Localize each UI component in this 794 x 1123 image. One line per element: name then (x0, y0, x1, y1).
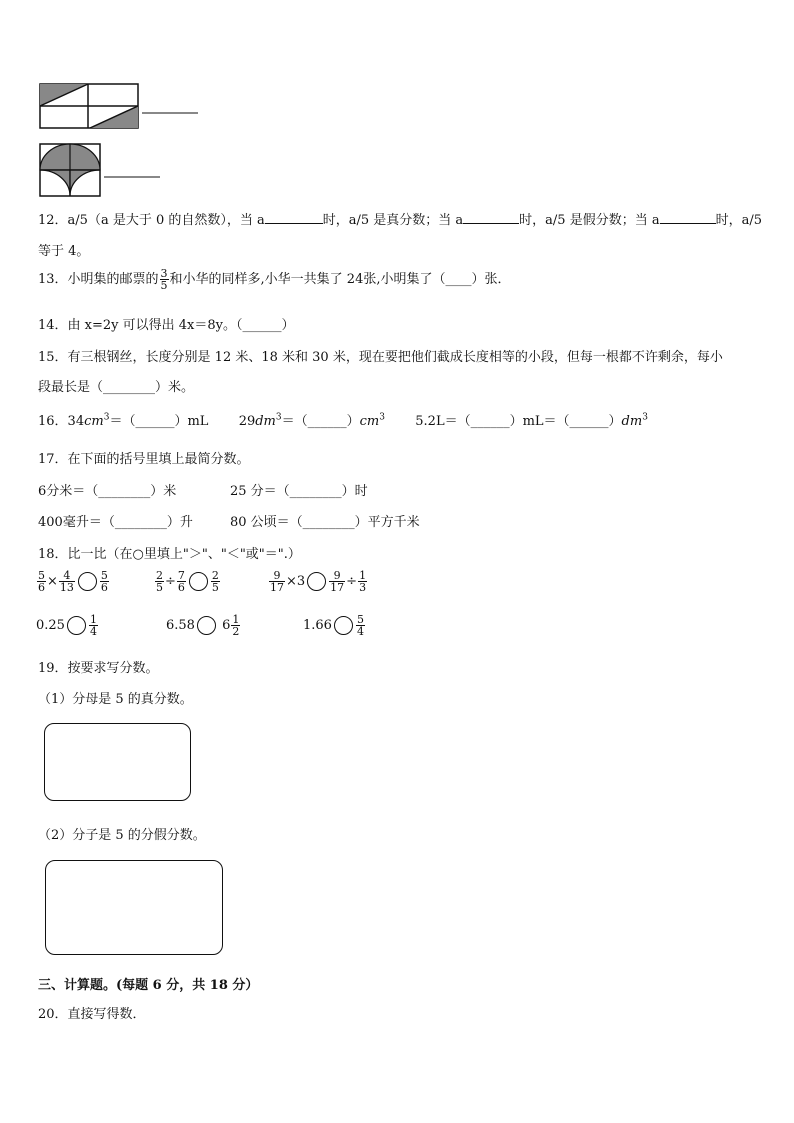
q12-line1 (38, 209, 762, 228)
q17-row1-b: 25 分＝（________）时 (230, 484, 368, 499)
q19-part2: （2）分子是 5 的分假分数。 (38, 828, 206, 843)
q18-compare-circle-6[interactable] (334, 616, 353, 635)
q18-item-d: 0.25 $\frac{1}{4}$ (36, 613, 97, 638)
q15-line1: 15．有三根钢丝，长度分别是 12 米、18 米和 30 米，现在要把他们截成长度相等的小段，但每一根都不许剩余，每小 (38, 350, 723, 365)
figure-rectangle-shaded (38, 82, 200, 130)
q16-part-a: 16．34 (38, 414, 85, 429)
q16-line (38, 410, 648, 429)
q16-unit-dm: dm (255, 414, 276, 429)
q19-answer-box-1[interactable] (44, 723, 191, 801)
q18-item-c: $\frac{9}{17}$ ×3 $\frac{9}{17}$ ÷ $\frac{1}{3}$ (270, 569, 367, 594)
q16-part-b: ＝（______）mL (109, 414, 209, 429)
q19-title: 19．按要求写分数。 (38, 661, 159, 676)
q19-answer-box-2[interactable] (45, 860, 223, 955)
q16-part-d: ＝（______） (281, 414, 360, 429)
q18-item-e: 6.58 6 $\frac{1}{2}$ (166, 613, 240, 638)
q17-row2-a: 400毫升＝（________）升 (38, 515, 193, 530)
q12-text-b: 时，a/5 是真分数；当 a (322, 213, 464, 228)
q17-row1-a: 6分米＝（________）米 (38, 484, 177, 499)
q16-part-c: 29 (238, 414, 256, 429)
q13-fraction: $\frac{3}{5}$ (160, 267, 168, 292)
q17-row2-b: 80 公顷＝（________）平方千米 (230, 515, 420, 530)
q18-title: 18．比一比（在○里填上"＞"、"＜"或"＝".） (38, 547, 301, 562)
q12-blank-3[interactable] (660, 211, 716, 224)
q16-exp-3: 3 (379, 412, 385, 423)
q13-line (38, 268, 511, 291)
q12-text-d: 时，a/5 (715, 213, 762, 228)
q16-unit-dm-2: dm (621, 414, 643, 429)
q13-before: 13．小明集的邮票的 (38, 272, 159, 287)
q18-compare-circle-4[interactable] (67, 616, 86, 635)
q12-blank-2[interactable] (463, 211, 519, 224)
q18-item-f: 1.66 $\frac{5}{4}$ (303, 613, 364, 638)
q12-text-c: 时，a/5 是假分数；当 a (519, 213, 660, 228)
q16-part-e: 5.2L＝（______）mL＝（______） (415, 414, 622, 429)
q18-compare-circle-3[interactable] (307, 572, 326, 591)
q12-blank-1[interactable] (265, 211, 323, 224)
q18-compare-circle-5[interactable] (197, 616, 216, 635)
q16-unit-cm-2: cm (359, 414, 380, 429)
q16-unit-cm: cm (84, 414, 104, 429)
q16-exp-4: 3 (642, 412, 648, 423)
q18-compare-circle-1[interactable] (78, 572, 97, 591)
q14-line: 14．由 x=2y 可以得出 4x＝8y。（______） (38, 318, 295, 333)
q17-title: 17．在下面的括号里填上最简分数。 (38, 452, 250, 467)
q13-after: 和小华的同样多,小华一共集了 24张,小明集了（____）张． (169, 272, 511, 287)
q16-exp-2: 3 (275, 412, 282, 423)
q19-part1: （1）分母是 5 的真分数。 (38, 692, 193, 707)
q18-item-a: $\frac{5}{6}$ × $\frac{4}{13}$ $\frac{5}{6}$ (38, 569, 108, 594)
q12-text-a: 12．a/5（a 是大于 0 的自然数），当 a (38, 213, 265, 228)
section3-title: 三、计算题。(每题 6 分，共 18 分） (38, 978, 259, 993)
q12-line2: 等于 4。 (38, 244, 90, 259)
figure-square-arcs (38, 142, 162, 198)
q18-item-b: $\frac{2}{5}$ ÷ $\frac{7}{6}$ $\frac{2}{5}$ (156, 569, 219, 594)
q18-compare-circle-2[interactable] (189, 572, 208, 591)
q16-exp-1: 3 (103, 412, 110, 423)
q15-line2: 段最长是（________）米。 (38, 380, 195, 395)
q20-line: 20．直接写得数． (38, 1007, 146, 1022)
